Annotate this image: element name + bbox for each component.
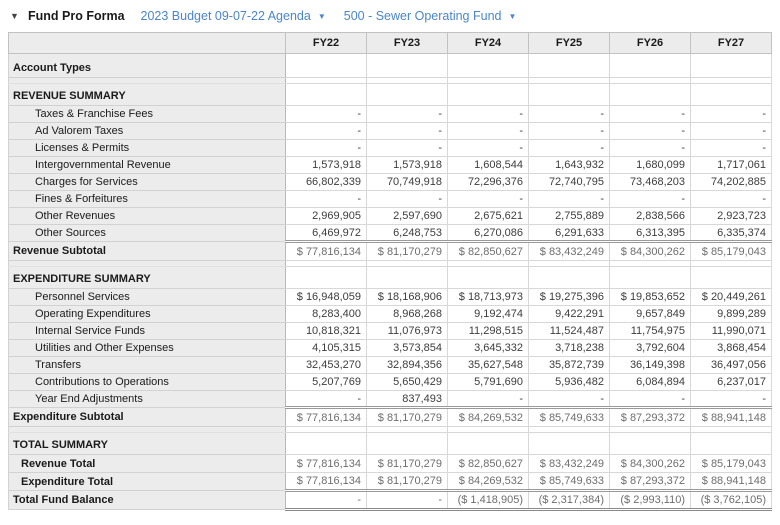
header-row: [9, 33, 772, 54]
cell-FY24: -: [448, 140, 529, 157]
cell-FY24: -: [448, 391, 529, 408]
cell-FY23: -: [367, 106, 448, 123]
cell-FY23: [367, 267, 448, 289]
cell-FY27: 6,335,374: [691, 225, 772, 242]
cell-FY24: $ 84,269,532: [448, 408, 529, 427]
cell-FY27: $ 85,179,043: [691, 242, 772, 261]
toolbar: [0, 0, 780, 32]
cell-FY24: -: [448, 191, 529, 208]
cell-FY26: 1,680,099: [610, 157, 691, 174]
cell-FY26: -: [610, 391, 691, 408]
cell-FY25: 1,643,932: [529, 157, 610, 174]
cell-FY24: $ 84,269,532: [448, 473, 529, 491]
row-label: EXPENDITURE SUMMARY: [9, 267, 286, 289]
cell-FY24: 2,675,621: [448, 208, 529, 225]
table-row: [9, 225, 772, 242]
cell-FY25: -: [529, 191, 610, 208]
table-row: [9, 374, 772, 391]
row-label: Charges for Services: [9, 174, 286, 191]
cell-FY24: 5,791,690: [448, 374, 529, 391]
cell-FY22: $ 77,816,134: [286, 473, 367, 491]
cell-FY27: [691, 267, 772, 289]
cell-FY22: 66,802,339: [286, 174, 367, 191]
column-header-FY25: FY25: [529, 33, 610, 54]
column-header-FY26: FY26: [610, 33, 691, 54]
cell-FY25: 72,740,795: [529, 174, 610, 191]
cell-FY23: 5,650,429: [367, 374, 448, 391]
cell-FY25: -: [529, 106, 610, 123]
cell-FY24: [448, 84, 529, 106]
cell-FY24: $ 18,713,973: [448, 289, 529, 306]
row-label: Other Revenues: [9, 208, 286, 225]
row-label: Other Sources: [9, 225, 286, 242]
table-container: [0, 32, 780, 511]
cell-FY23: $ 81,170,279: [367, 473, 448, 491]
cell-FY26: $ 19,853,652: [610, 289, 691, 306]
table-row: [9, 455, 772, 473]
cell-FY27: -: [691, 123, 772, 140]
cell-FY23: 1,573,918: [367, 157, 448, 174]
cell-FY23: -: [367, 191, 448, 208]
cell-FY24: [448, 54, 529, 78]
cell-FY22: [286, 267, 367, 289]
cell-FY24: -: [448, 106, 529, 123]
cell-FY23: 6,248,753: [367, 225, 448, 242]
cell-FY26: $ 84,300,262: [610, 242, 691, 261]
table-row: [9, 191, 772, 208]
table-row: [9, 473, 772, 491]
cell-FY27: -: [691, 106, 772, 123]
cell-FY22: 32,453,270: [286, 357, 367, 374]
cell-FY27: 11,990,071: [691, 323, 772, 340]
row-label: Transfers: [9, 357, 286, 374]
cell-FY22: $ 16,948,059: [286, 289, 367, 306]
cell-FY26: 11,754,975: [610, 323, 691, 340]
table-body: [9, 54, 772, 510]
row-label: Total Fund Balance: [9, 491, 286, 510]
cell-FY26: $ 87,293,372: [610, 473, 691, 491]
row-label: Licenses & Permits: [9, 140, 286, 157]
cell-FY26: ($ 2,993,110): [610, 491, 691, 510]
cell-FY27: 9,899,289: [691, 306, 772, 323]
cell-FY23: 11,076,973: [367, 323, 448, 340]
table-row: [9, 289, 772, 306]
cell-FY26: 6,084,894: [610, 374, 691, 391]
cell-FY27: $ 20,449,261: [691, 289, 772, 306]
cell-FY24: 72,296,376: [448, 174, 529, 191]
row-label: REVENUE SUMMARY: [9, 84, 286, 106]
cell-FY27: [691, 54, 772, 78]
table-row: [9, 242, 772, 261]
cell-FY27: -: [691, 140, 772, 157]
table-row: [9, 106, 772, 123]
cell-FY25: 5,936,482: [529, 374, 610, 391]
table-row: [9, 433, 772, 455]
column-header-FY24: FY24: [448, 33, 529, 54]
cell-FY23: [367, 84, 448, 106]
cell-FY26: $ 84,300,262: [610, 455, 691, 473]
cell-FY23: $ 81,170,279: [367, 455, 448, 473]
cell-FY25: 2,755,889: [529, 208, 610, 225]
cell-FY22: $ 77,816,134: [286, 455, 367, 473]
cell-FY24: 3,645,332: [448, 340, 529, 357]
cell-FY22: [286, 54, 367, 78]
cell-FY22: $ 77,816,134: [286, 408, 367, 427]
row-label: Intergovernmental Revenue: [9, 157, 286, 174]
row-label: Year End Adjustments: [9, 391, 286, 408]
cell-FY24: 9,192,474: [448, 306, 529, 323]
cell-FY26: 6,313,395: [610, 225, 691, 242]
cell-FY25: 6,291,633: [529, 225, 610, 242]
table-row: [9, 340, 772, 357]
cell-FY22: -: [286, 391, 367, 408]
cell-FY27: $ 85,179,043: [691, 455, 772, 473]
cell-FY22: 2,969,905: [286, 208, 367, 225]
cell-FY23: 32,894,356: [367, 357, 448, 374]
cell-FY26: -: [610, 191, 691, 208]
table-row: [9, 306, 772, 323]
cell-FY27: [691, 433, 772, 455]
cell-FY25: [529, 54, 610, 78]
cell-FY24: 1,608,544: [448, 157, 529, 174]
cell-FY27: 36,497,056: [691, 357, 772, 374]
cell-FY25: [529, 267, 610, 289]
cell-FY27: ($ 3,762,105): [691, 491, 772, 510]
cell-FY26: -: [610, 140, 691, 157]
table-row: [9, 157, 772, 174]
row-label: Ad Valorem Taxes: [9, 123, 286, 140]
row-label: Utilities and Other Expenses: [9, 340, 286, 357]
table-row: [9, 267, 772, 289]
row-label: Internal Service Funds: [9, 323, 286, 340]
cell-FY23: [367, 54, 448, 78]
table-row: [9, 208, 772, 225]
cell-FY27: -: [691, 191, 772, 208]
cell-FY22: 5,207,769: [286, 374, 367, 391]
cell-FY27: 1,717,061: [691, 157, 772, 174]
cell-FY24: ($ 1,418,905): [448, 491, 529, 510]
row-label: Personnel Services: [9, 289, 286, 306]
table-row: [9, 357, 772, 374]
table-row: [9, 123, 772, 140]
cell-FY23: 2,597,690: [367, 208, 448, 225]
cell-FY26: [610, 84, 691, 106]
row-label: Contributions to Operations: [9, 374, 286, 391]
collapse-caret-icon[interactable]: ▼: [10, 11, 19, 21]
cell-FY22: $ 77,816,134: [286, 242, 367, 261]
cell-FY24: $ 82,850,627: [448, 242, 529, 261]
row-label: Expenditure Total: [9, 473, 286, 491]
chevron-down-icon: ▼: [317, 12, 326, 21]
table-row: [9, 491, 772, 510]
cell-FY22: -: [286, 123, 367, 140]
cell-FY25: -: [529, 140, 610, 157]
cell-FY24: 11,298,515: [448, 323, 529, 340]
cell-FY23: [367, 433, 448, 455]
cell-FY22: -: [286, 191, 367, 208]
table-row: [9, 54, 772, 78]
budget-selector-dropdown[interactable]: [141, 9, 326, 23]
cell-FY22: -: [286, 106, 367, 123]
cell-FY25: $ 19,275,396: [529, 289, 610, 306]
cell-FY26: [610, 267, 691, 289]
fund-selector-dropdown[interactable]: [344, 9, 517, 23]
cell-FY23: $ 18,168,906: [367, 289, 448, 306]
cell-FY25: [529, 84, 610, 106]
cell-FY25: -: [529, 123, 610, 140]
cell-FY24: $ 82,850,627: [448, 455, 529, 473]
cell-FY24: [448, 267, 529, 289]
column-header-FY23: FY23: [367, 33, 448, 54]
chevron-down-icon: ▼: [508, 12, 517, 21]
table-row: [9, 84, 772, 106]
cell-FY25: $ 83,432,249: [529, 455, 610, 473]
cell-FY25: ($ 2,317,384): [529, 491, 610, 510]
cell-FY24: 6,270,086: [448, 225, 529, 242]
cell-FY23: $ 81,170,279: [367, 408, 448, 427]
cell-FY23: 70,749,918: [367, 174, 448, 191]
cell-FY25: 11,524,487: [529, 323, 610, 340]
cell-FY26: [610, 54, 691, 78]
cell-FY26: 36,149,398: [610, 357, 691, 374]
cell-FY26: 3,792,604: [610, 340, 691, 357]
row-label: Taxes & Franchise Fees: [9, 106, 286, 123]
table-row: [9, 323, 772, 340]
cell-FY27: $ 88,941,148: [691, 473, 772, 491]
cell-FY27: 2,923,723: [691, 208, 772, 225]
cell-FY23: -: [367, 123, 448, 140]
cell-FY26: -: [610, 123, 691, 140]
cell-FY25: $ 83,432,249: [529, 242, 610, 261]
cell-FY24: -: [448, 123, 529, 140]
cell-FY23: -: [367, 491, 448, 510]
budget-selector-label: 2023 Budget 09-07-22 Agenda: [140, 9, 311, 23]
table-row: [9, 174, 772, 191]
cell-FY23: 3,573,854: [367, 340, 448, 357]
row-label: Fines & Forfeitures: [9, 191, 286, 208]
cell-FY22: 8,283,400: [286, 306, 367, 323]
row-label: Revenue Subtotal: [9, 242, 286, 261]
cell-FY26: 73,468,203: [610, 174, 691, 191]
cell-FY27: $ 88,941,148: [691, 408, 772, 427]
cell-FY25: $ 85,749,633: [529, 408, 610, 427]
cell-FY26: $ 87,293,372: [610, 408, 691, 427]
cell-FY23: $ 81,170,279: [367, 242, 448, 261]
row-label: Expenditure Subtotal: [9, 408, 286, 427]
fund-selector-label: 500 - Sewer Operating Fund: [343, 9, 502, 23]
row-label: Account Types: [9, 54, 286, 78]
row-label: TOTAL SUMMARY: [9, 433, 286, 455]
row-label: Operating Expenditures: [9, 306, 286, 323]
cell-FY24: 35,627,548: [448, 357, 529, 374]
column-header-FY27: FY27: [691, 33, 772, 54]
cell-FY23: -: [367, 140, 448, 157]
cell-FY25: -: [529, 391, 610, 408]
cell-FY22: 6,469,972: [286, 225, 367, 242]
cell-FY26: 9,657,849: [610, 306, 691, 323]
cell-FY22: [286, 433, 367, 455]
cell-FY25: 35,872,739: [529, 357, 610, 374]
proforma-table: [8, 32, 772, 511]
cell-FY26: -: [610, 106, 691, 123]
cell-FY22: 4,105,315: [286, 340, 367, 357]
cell-FY22: -: [286, 140, 367, 157]
cell-FY24: [448, 433, 529, 455]
cell-FY22: [286, 84, 367, 106]
cell-FY27: 3,868,454: [691, 340, 772, 357]
cell-FY27: -: [691, 391, 772, 408]
cell-FY25: [529, 433, 610, 455]
cell-FY26: 2,838,566: [610, 208, 691, 225]
cell-FY22: 10,818,321: [286, 323, 367, 340]
cell-FY22: -: [286, 491, 367, 510]
cell-FY25: 9,422,291: [529, 306, 610, 323]
table-row: [9, 391, 772, 408]
row-label: Revenue Total: [9, 455, 286, 473]
cell-FY27: 6,237,017: [691, 374, 772, 391]
cell-FY27: [691, 84, 772, 106]
cell-FY25: $ 85,749,633: [529, 473, 610, 491]
page-title: Fund Pro Forma: [28, 9, 125, 23]
cell-FY26: [610, 433, 691, 455]
cell-FY22: 1,573,918: [286, 157, 367, 174]
cell-FY27: 74,202,885: [691, 174, 772, 191]
cell-FY23: 8,968,268: [367, 306, 448, 323]
table-corner-cell: [9, 33, 286, 54]
table-row: [9, 408, 772, 427]
cell-FY25: 3,718,238: [529, 340, 610, 357]
table-row: [9, 140, 772, 157]
column-header-FY22: FY22: [286, 33, 367, 54]
cell-FY23: 837,493: [367, 391, 448, 408]
